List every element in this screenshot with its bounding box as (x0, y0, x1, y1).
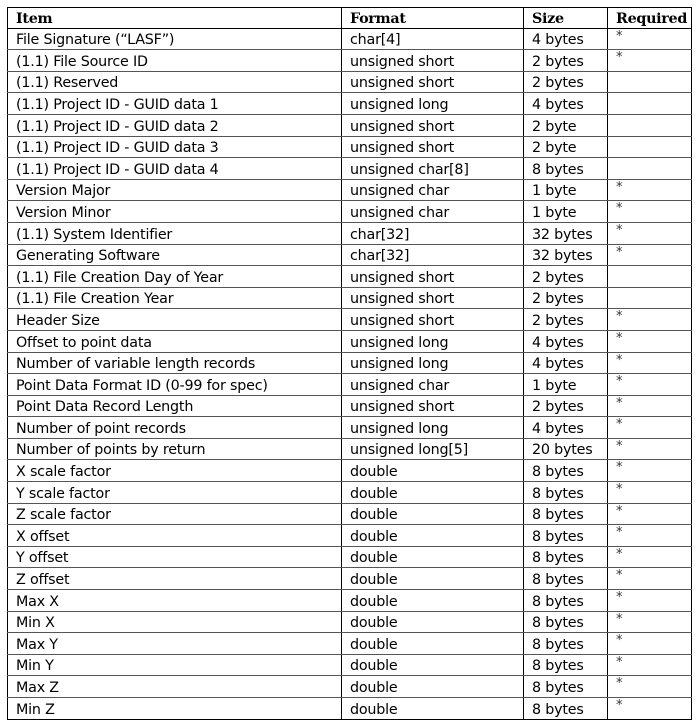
cell-format: unsigned short (342, 287, 524, 309)
cell-size: 8 bytes (524, 460, 608, 482)
cell-format: double (342, 503, 524, 525)
table-row (8, 438, 692, 460)
cell-format: double (342, 482, 524, 504)
cell-required: * (608, 611, 692, 633)
cell-format: double (342, 525, 524, 547)
cell-size: 4 bytes (524, 93, 608, 115)
cell-size: 2 bytes (524, 50, 608, 72)
table-row (8, 374, 692, 396)
cell-item: File Signature (“LASF”) (8, 28, 342, 50)
table-row (8, 352, 692, 374)
cell-format: char[4] (342, 28, 524, 50)
cell-required: * (608, 590, 692, 612)
cell-item: Z offset (8, 568, 342, 590)
cell-required (608, 287, 692, 309)
cell-item: Y scale factor (8, 482, 342, 504)
cell-size: 2 bytes (524, 395, 608, 417)
cell-required: * (608, 309, 692, 331)
cell-format: double (342, 568, 524, 590)
cell-size: 8 bytes (524, 611, 608, 633)
cell-item: Max Z (8, 676, 342, 698)
table-row (8, 417, 692, 439)
table-row (8, 611, 692, 633)
cell-format: double (342, 698, 524, 720)
cell-item: (1.1) Reserved (8, 71, 342, 93)
cell-format: unsigned short (342, 136, 524, 158)
table-row (8, 676, 692, 698)
cell-item: Header Size (8, 309, 342, 331)
cell-required: * (608, 395, 692, 417)
cell-format: unsigned char (342, 374, 524, 396)
cell-required: * (608, 179, 692, 201)
table-row (8, 93, 692, 115)
table-row (8, 395, 692, 417)
cell-format: unsigned long (342, 417, 524, 439)
cell-size: 8 bytes (524, 633, 608, 655)
cell-required: * (608, 698, 692, 720)
cell-required: * (608, 244, 692, 266)
cell-size: 8 bytes (524, 590, 608, 612)
cell-item: (1.1) Project ID - GUID data 4 (8, 158, 342, 180)
cell-format: double (342, 676, 524, 698)
column-header-size: Size (524, 8, 608, 29)
cell-item: Max Y (8, 633, 342, 655)
table-row (8, 136, 692, 158)
cell-size: 1 byte (524, 374, 608, 396)
cell-size: 8 bytes (524, 676, 608, 698)
cell-item: Number of point records (8, 417, 342, 439)
cell-format: unsigned short (342, 395, 524, 417)
cell-format: unsigned short (342, 266, 524, 288)
cell-required: * (608, 568, 692, 590)
cell-item: Z scale factor (8, 503, 342, 525)
cell-format: unsigned short (342, 114, 524, 136)
table-body (8, 28, 692, 719)
table-header-row (8, 8, 692, 29)
cell-required: * (608, 460, 692, 482)
cell-required: * (608, 676, 692, 698)
cell-size: 4 bytes (524, 28, 608, 50)
cell-size: 4 bytes (524, 330, 608, 352)
cell-required: * (608, 438, 692, 460)
cell-required (608, 114, 692, 136)
table-row (8, 114, 692, 136)
cell-size: 8 bytes (524, 525, 608, 547)
cell-format: double (342, 460, 524, 482)
cell-item: Min Z (8, 698, 342, 720)
table-row (8, 633, 692, 655)
cell-size: 8 bytes (524, 482, 608, 504)
cell-required: * (608, 654, 692, 676)
cell-item: X offset (8, 525, 342, 547)
cell-size: 4 bytes (524, 417, 608, 439)
cell-item: (1.1) File Source ID (8, 50, 342, 72)
cell-item: (1.1) Project ID - GUID data 1 (8, 93, 342, 115)
cell-required (608, 93, 692, 115)
cell-item: Min Y (8, 654, 342, 676)
cell-required: * (608, 503, 692, 525)
column-header-item: Item (8, 8, 342, 29)
cell-required: * (608, 633, 692, 655)
cell-format: unsigned long (342, 93, 524, 115)
cell-size: 2 bytes (524, 287, 608, 309)
table-row (8, 50, 692, 72)
table-row (8, 28, 692, 50)
table-row (8, 590, 692, 612)
cell-required (608, 136, 692, 158)
cell-item: Version Major (8, 179, 342, 201)
cell-item: Offset to point data (8, 330, 342, 352)
cell-item: (1.1) File Creation Day of Year (8, 266, 342, 288)
table-row (8, 460, 692, 482)
cell-size: 8 bytes (524, 546, 608, 568)
cell-format: unsigned long (342, 330, 524, 352)
table-row (8, 266, 692, 288)
cell-size: 2 bytes (524, 71, 608, 93)
cell-format: char[32] (342, 244, 524, 266)
cell-required: * (608, 417, 692, 439)
cell-size: 32 bytes (524, 244, 608, 266)
table-row (8, 222, 692, 244)
cell-required (608, 71, 692, 93)
cell-item: Generating Software (8, 244, 342, 266)
table-row (8, 525, 692, 547)
table-row (8, 482, 692, 504)
cell-size: 2 byte (524, 114, 608, 136)
cell-format: char[32] (342, 222, 524, 244)
cell-format: unsigned short (342, 71, 524, 93)
cell-size: 1 byte (524, 201, 608, 223)
cell-format: unsigned short (342, 309, 524, 331)
cell-size: 2 byte (524, 136, 608, 158)
cell-format: unsigned char (342, 201, 524, 223)
cell-format: double (342, 590, 524, 612)
table-row (8, 309, 692, 331)
table-row (8, 654, 692, 676)
cell-item: (1.1) File Creation Year (8, 287, 342, 309)
cell-format: double (342, 546, 524, 568)
cell-item: Number of variable length records (8, 352, 342, 374)
table-row (8, 201, 692, 223)
cell-format: unsigned char (342, 179, 524, 201)
cell-size: 8 bytes (524, 698, 608, 720)
cell-size: 8 bytes (524, 654, 608, 676)
cell-item: Point Data Format ID (0-99 for spec) (8, 374, 342, 396)
cell-required (608, 266, 692, 288)
cell-required: * (608, 28, 692, 50)
header-spec-table (7, 7, 692, 720)
table-row (8, 568, 692, 590)
cell-size: 2 bytes (524, 266, 608, 288)
cell-required: * (608, 352, 692, 374)
cell-size: 32 bytes (524, 222, 608, 244)
cell-item: (1.1) System Identifier (8, 222, 342, 244)
table-row (8, 71, 692, 93)
cell-size: 2 bytes (524, 309, 608, 331)
cell-format: unsigned long[5] (342, 438, 524, 460)
cell-item: Version Minor (8, 201, 342, 223)
cell-required: * (608, 546, 692, 568)
column-header-required: Required (608, 8, 692, 29)
cell-format: unsigned short (342, 50, 524, 72)
cell-item: (1.1) Project ID - GUID data 3 (8, 136, 342, 158)
cell-required: * (608, 482, 692, 504)
cell-item: Number of points by return (8, 438, 342, 460)
cell-item: Y offset (8, 546, 342, 568)
cell-size: 8 bytes (524, 503, 608, 525)
table-row (8, 330, 692, 352)
table-row (8, 158, 692, 180)
cell-item: (1.1) Project ID - GUID data 2 (8, 114, 342, 136)
cell-required: * (608, 50, 692, 72)
cell-required: * (608, 201, 692, 223)
cell-required: * (608, 222, 692, 244)
table-row (8, 179, 692, 201)
cell-format: unsigned long (342, 352, 524, 374)
table-row (8, 244, 692, 266)
cell-required: * (608, 525, 692, 547)
cell-size: 4 bytes (524, 352, 608, 374)
cell-format: unsigned char[8] (342, 158, 524, 180)
column-header-format: Format (342, 8, 524, 29)
table-row (8, 698, 692, 720)
cell-item: Min X (8, 611, 342, 633)
cell-item: Point Data Record Length (8, 395, 342, 417)
table-row (8, 546, 692, 568)
cell-format: double (342, 633, 524, 655)
table-row (8, 503, 692, 525)
cell-item: X scale factor (8, 460, 342, 482)
cell-required: * (608, 374, 692, 396)
cell-required: * (608, 330, 692, 352)
cell-format: double (342, 654, 524, 676)
cell-size: 8 bytes (524, 158, 608, 180)
cell-required (608, 158, 692, 180)
table-row (8, 287, 692, 309)
cell-item: Max X (8, 590, 342, 612)
cell-size: 1 byte (524, 179, 608, 201)
cell-size: 8 bytes (524, 568, 608, 590)
cell-format: double (342, 611, 524, 633)
cell-size: 20 bytes (524, 438, 608, 460)
